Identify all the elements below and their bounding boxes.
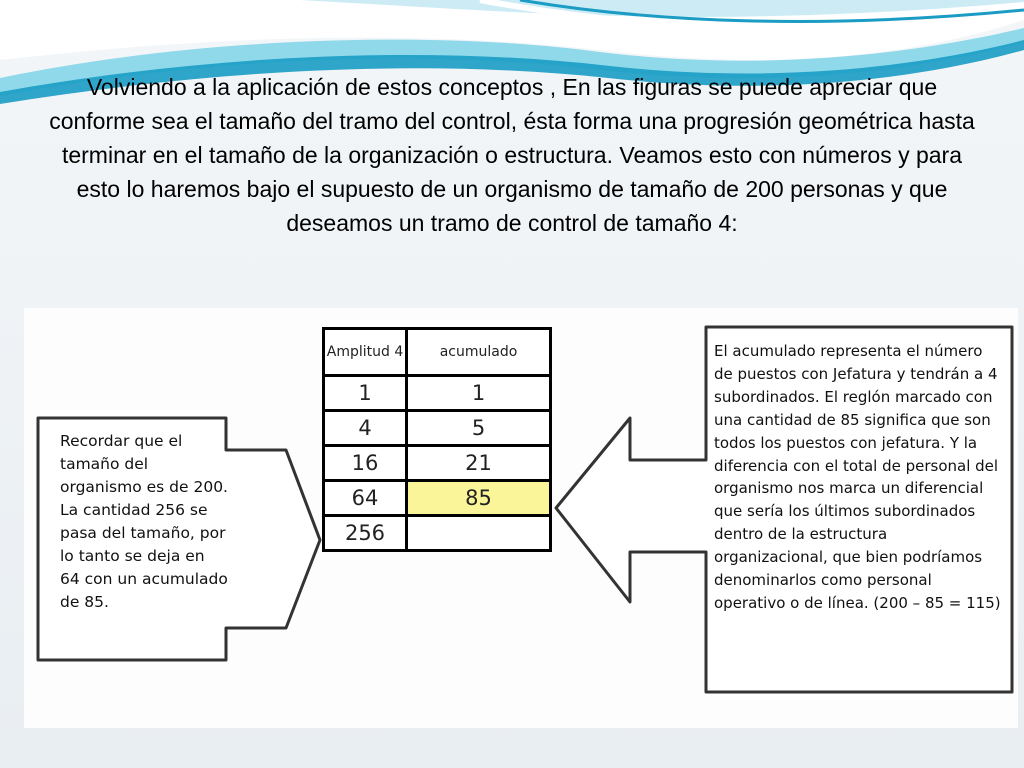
right-note-text: El acumulado representa el número de puestos con Jefatura y tendrán a 4 subordinados. El reglón marcado con una cantidad de 85 significa que son todos los puestos con jefatura. Y la diferencia con el total de personal del organismo nos marca un diferencial que sería los últimos subordinados dentro de la estructura organizacional, que bien podríamos denominarlos como personal operativo o de línea. (200 – 85 = 115) — [714, 342, 1001, 612]
table-row-highlighted — [324, 481, 551, 516]
header-amplitud: Amplitud 4 — [324, 329, 407, 376]
table-row — [324, 446, 551, 481]
cell-acumulado: 21 — [407, 446, 551, 481]
cell-acumulado: 1 — [407, 376, 551, 411]
intro-paragraph: Volviendo a la aplicación de estos conceptos , En las figuras se puede apreciar que conforme sea el tamaño del tramo del control, ésta forma una progresión geométrica hasta terminar en el tamaño de la organización o estructura. Veamos esto con números y para esto lo haremos bajo el supuesto de un organismo de tamaño de 200 personas y que deseamos un tramo de control de tamaño 4: — [49, 74, 975, 236]
cell-amplitud: 256 — [324, 516, 407, 551]
table-row — [324, 516, 551, 551]
table-header-row — [324, 329, 551, 376]
cell-amplitud: 1 — [324, 376, 407, 411]
cell-amplitud: 4 — [324, 411, 407, 446]
left-note-text: Recordar que el tamaño del organismo es de 200. La cantidad 256 se pasa del tamaño, por lo tanto se deja en 64 con un acumulado de 85. — [60, 432, 228, 611]
cell-acumulado: 5 — [407, 411, 551, 446]
table-row — [324, 411, 551, 446]
cell-amplitud: 64 — [324, 481, 407, 516]
header-acumulado: acumulado — [407, 329, 551, 376]
amplitude-table — [322, 327, 552, 552]
cell-acumulado-highlighted: 85 — [407, 481, 551, 516]
cell-amplitud: 16 — [324, 446, 407, 481]
table-row — [324, 376, 551, 411]
cell-acumulado-empty — [407, 516, 551, 551]
